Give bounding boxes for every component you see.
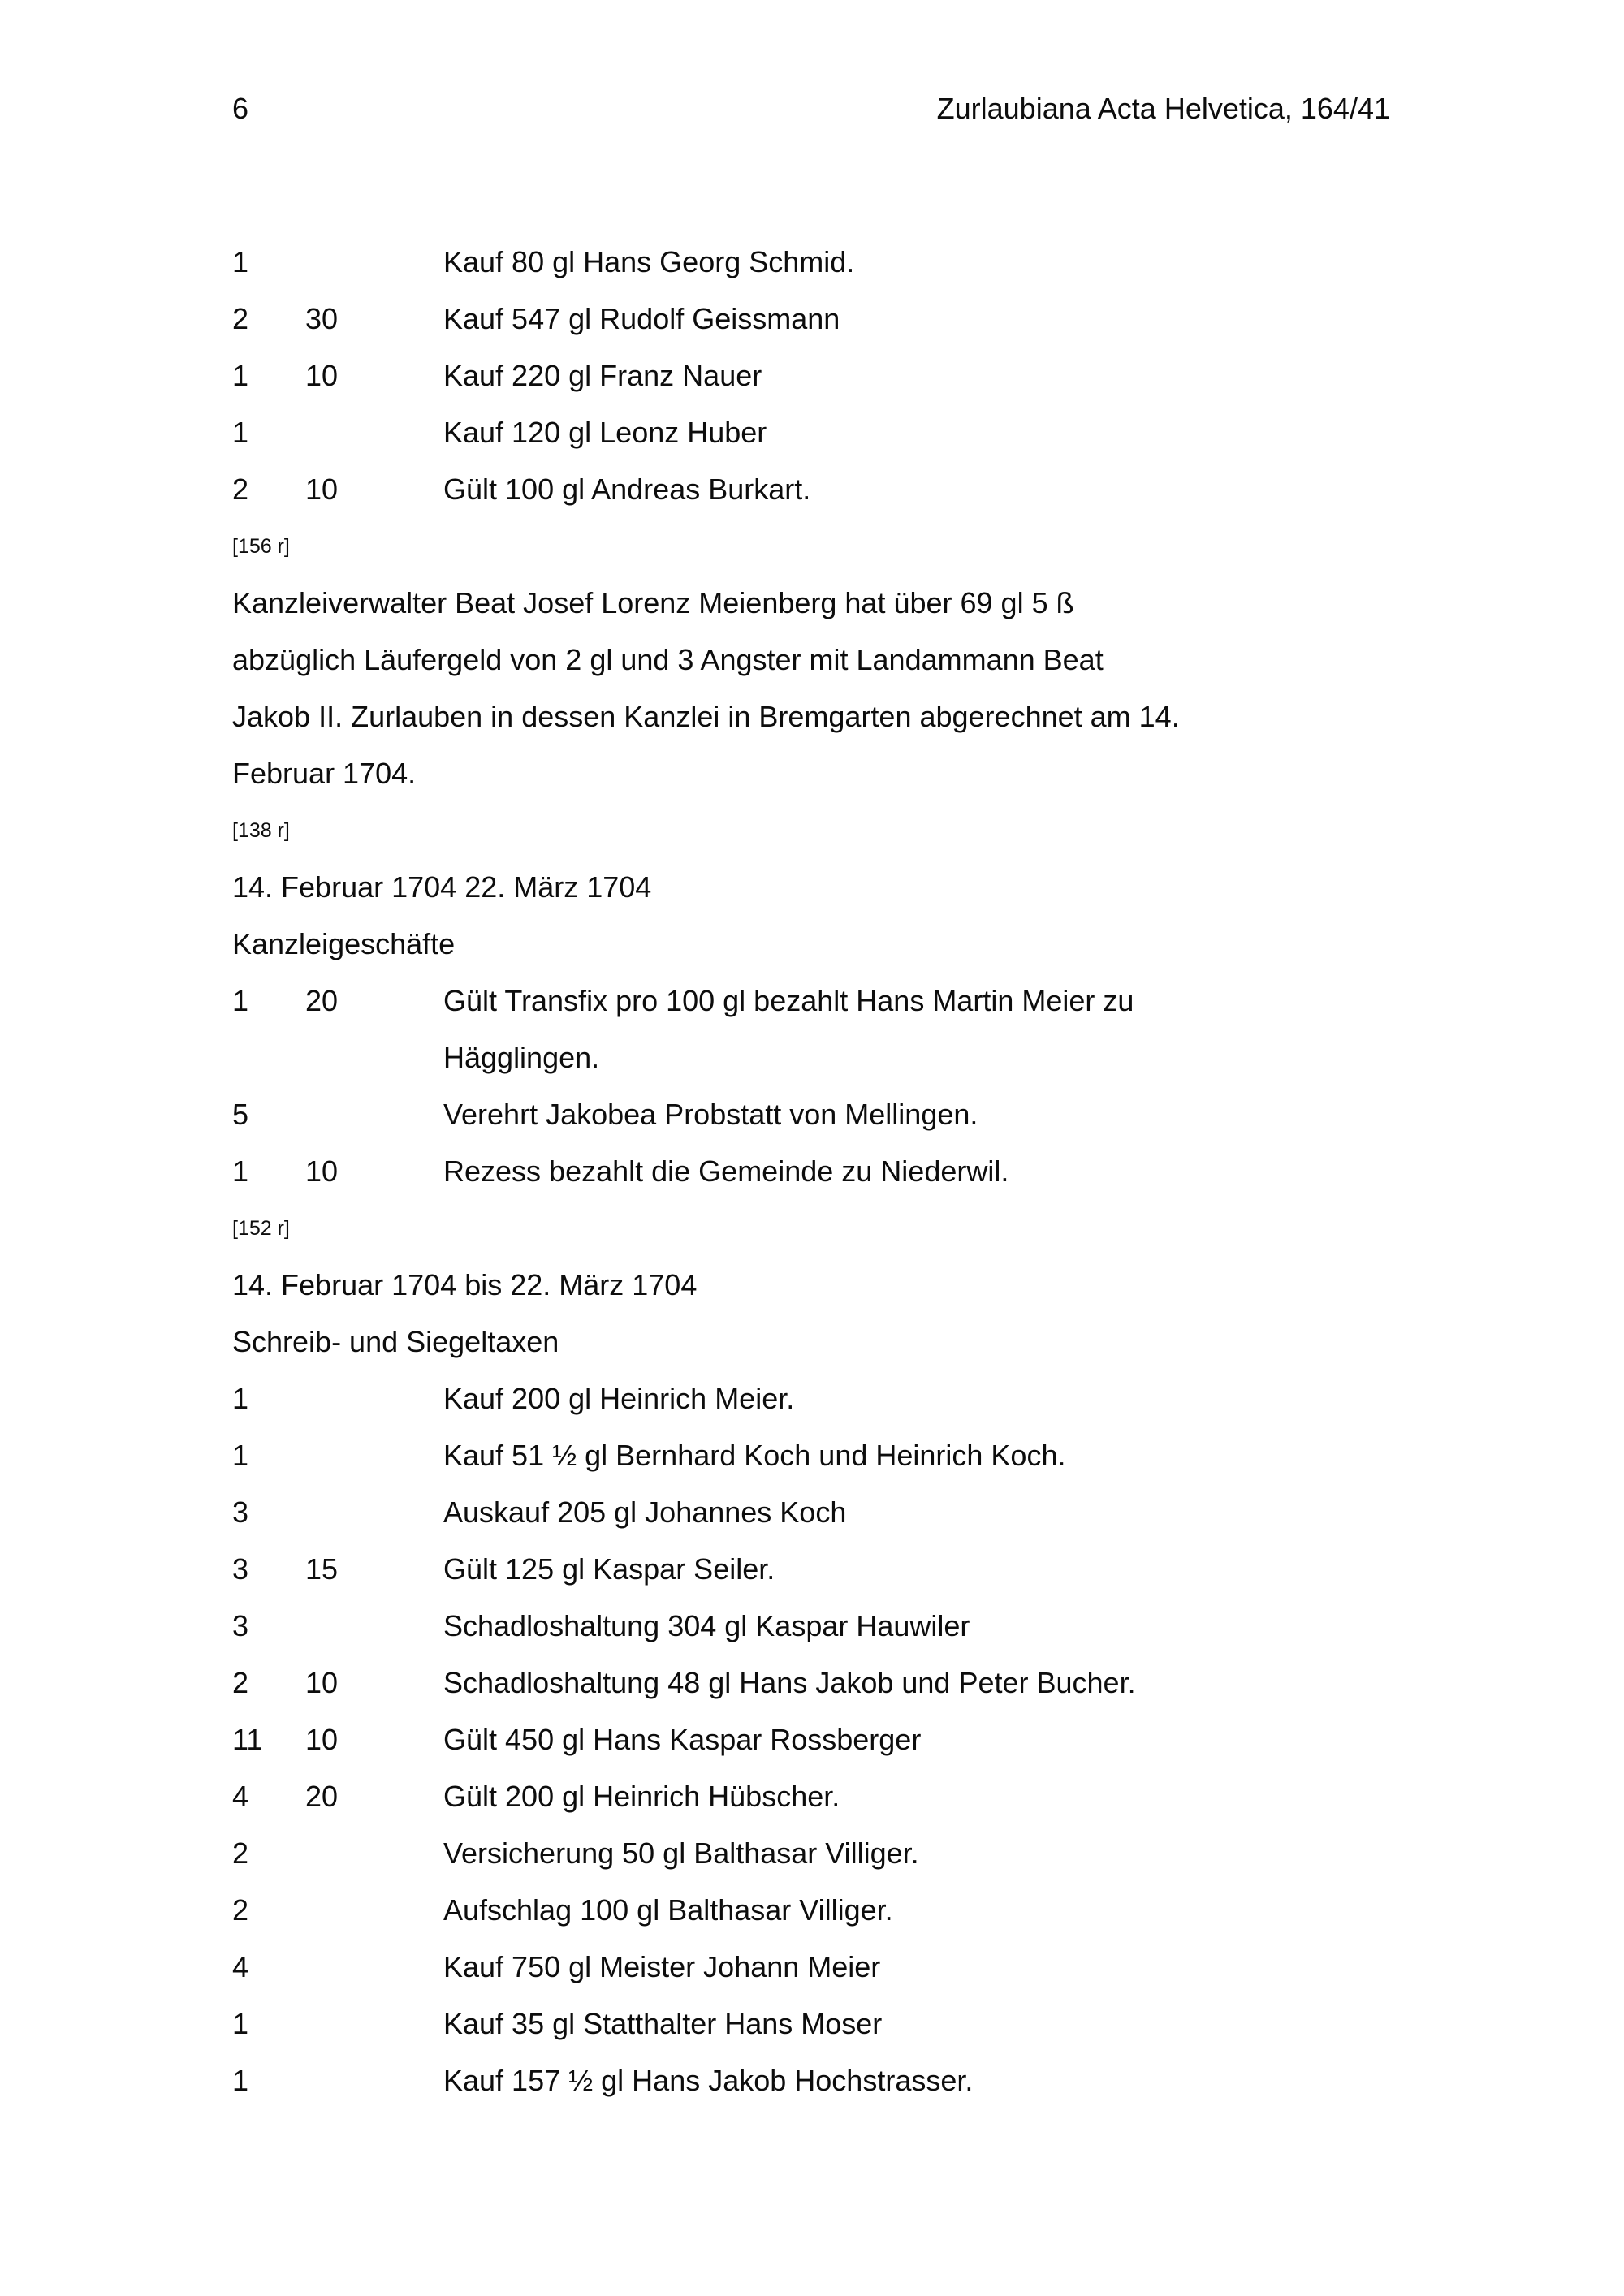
amount-primary: 1 [232,245,249,278]
ledger-entry-text: Kauf 51 ½ gl Bernhard Koch und Heinrich Koch. [443,1439,1066,1472]
amount-secondary [305,1882,443,1939]
amount-primary: 2 [232,1893,249,1927]
amount-secondary [305,1996,443,2052]
ledger-entry [443,1598,1304,1655]
page-number: 6 [232,92,249,125]
ledger-section-3 [232,1370,1390,2109]
ledger-entry-text: Auskauf 205 gl Johannes Koch [443,1495,847,1529]
amount-primary: 1 [232,984,249,1017]
ledger-entry [443,1882,1304,1939]
amount-secondary: 30 [305,302,339,335]
ledger-entry [443,461,1304,518]
amount-primary: 1 [232,1439,249,1472]
page-header [232,91,1390,127]
amount-secondary [305,2052,443,2109]
ledger-entry-text: Kauf 157 ½ gl Hans Jakob Hochstrasser. [443,2064,974,2097]
ledger-entry-text: Versicherung 50 gl Balthasar Villiger. [443,1836,919,1870]
amount-secondary [305,1825,443,1882]
ledger-entry-text: Kauf 35 gl Statthalter Hans Moser [443,2007,883,2040]
ledger-entry-text: Gült 200 gl Heinrich Hübscher. [443,1780,840,1813]
ledger-entry [443,1711,1304,1768]
amount-primary: 1 [232,2007,249,2040]
ledger-entry-text: Gült 100 gl Andreas Burkart. [443,473,811,506]
ledger-entry [443,1939,1304,1996]
ledger-entry [443,1370,1304,1427]
ledger-entry-text: Gült 125 gl Kaspar Seiler. [443,1552,775,1586]
ledger-row [232,461,1390,518]
ledger-entry [443,2052,1304,2109]
ledger-row [232,1882,1390,1939]
ledger-entry-text: Gült 450 gl Hans Kaspar Rossberger [443,1723,922,1756]
section-heading: Schreib- und Siegeltaxen [232,1325,559,1358]
ledger-section-2 [232,973,1390,1200]
paragraph-line: Jakob II. Zurlauben in dessen Kanzlei in Bremgarten abgerechnet am 14. [232,700,1180,733]
ledger-entry [443,1541,1304,1598]
amount-primary: 1 [232,416,249,449]
amount-primary: 4 [232,1780,249,1813]
amount-primary: 2 [232,473,249,506]
amount-secondary: 15 [305,1552,339,1586]
ledger-row [232,1541,1390,1598]
ledger-row [232,1996,1390,2052]
ledger-row [232,1711,1390,1768]
ledger-row [232,1484,1390,1541]
ledger-entry-text: Rezess bezahlt die Gemeinde zu Niederwil. [443,1154,1009,1188]
amount-secondary: 10 [305,1723,339,1756]
ledger-entry [443,1143,1304,1200]
amount-primary: 2 [232,1836,249,1870]
amount-secondary: 10 [305,359,339,392]
amount-secondary [305,1427,443,1484]
date-range-line: 14. Februar 1704 22. März 1704 [232,870,652,904]
ledger-entry [443,973,1304,1086]
amount-primary: 1 [232,2064,249,2097]
ledger-entry-text: Schadloshaltung 48 gl Hans Jakob und Peter Bucher. [443,1666,1136,1699]
date-range-line: 14. Februar 1704 bis 22. März 1704 [232,1268,698,1301]
ledger-entry [443,1825,1304,1882]
ledger-entry-text: Kauf 200 gl Heinrich Meier. [443,1382,795,1415]
amount-primary: 5 [232,1098,249,1131]
amount-primary: 1 [232,1154,249,1188]
ledger-row [232,1427,1390,1484]
amount-secondary [305,404,443,461]
ledger-entry-text: Kauf 120 gl Leonz Huber [443,416,767,449]
ledger-row [232,291,1390,347]
amount-primary: 3 [232,1609,249,1642]
ledger-entry-text: Gült Transfix pro 100 gl bezahlt Hans Martin Meier zu [443,984,1134,1017]
ledger-entry-text: Kauf 80 gl Hans Georg Schmid. [443,245,855,278]
ledger-entry [443,1655,1304,1711]
ledger-row [232,2052,1390,2109]
amount-secondary: 20 [305,1780,339,1813]
amount-primary: 3 [232,1552,249,1586]
amount-secondary: 10 [305,473,339,506]
ledger-row [232,404,1390,461]
ledger-row [232,234,1390,291]
ledger-row [232,1655,1390,1711]
page-content [232,234,1390,2109]
paragraph-line: Februar 1704. [232,757,417,790]
ledger-entry [443,1768,1304,1825]
ledger-row [232,1768,1390,1825]
ledger-entry-text: Kauf 547 gl Rudolf Geissmann [443,302,840,335]
note-paragraph [232,575,1390,802]
amount-secondary [305,1086,443,1143]
folio-marker: [152 r] [232,1217,290,1240]
ledger-row [232,347,1390,404]
ledger-entry-text-continued: Hägglingen. [443,1041,600,1074]
ledger-entry [443,1484,1304,1541]
folio-marker: [138 r] [232,819,290,842]
amount-secondary: 10 [305,1666,339,1699]
amount-secondary: 10 [305,1154,339,1188]
amount-secondary [305,1370,443,1427]
ledger-entry [443,347,1304,404]
ledger-row [232,973,1390,1086]
section-heading: Kanzleigeschäfte [232,927,456,960]
ledger-entry [443,1996,1304,2052]
ledger-entry [443,291,1304,347]
amount-primary: 1 [232,1382,249,1415]
ledger-entry [443,1086,1304,1143]
amount-secondary [305,1598,443,1655]
ledger-row [232,1370,1390,1427]
running-title: Zurlaubiana Acta Helvetica, 164/41 [936,92,1390,125]
ledger-entry-text: Aufschlag 100 gl Balthasar Villiger. [443,1893,893,1927]
ledger-entry [443,404,1304,461]
amount-secondary [305,1484,443,1541]
amount-secondary [305,234,443,291]
paragraph-line: abzüglich Läufergeld von 2 gl und 3 Angster mit Landammann Beat [232,643,1104,676]
amount-primary: 4 [232,1950,249,1983]
ledger-row [232,1939,1390,1996]
amount-primary: 2 [232,1666,249,1699]
ledger-entry [443,234,1304,291]
amount-primary: 3 [232,1495,249,1529]
ledger-entry [443,1427,1304,1484]
ledger-section-1 [232,234,1390,518]
ledger-row [232,1086,1390,1143]
amount-primary: 2 [232,302,249,335]
ledger-entry-text: Verehrt Jakobea Probstatt von Mellingen. [443,1098,978,1131]
amount-secondary: 20 [305,984,339,1017]
amount-primary: 11 [232,1723,263,1756]
ledger-row [232,1598,1390,1655]
paragraph-line: Kanzleiverwalter Beat Josef Lorenz Meienberg hat über 69 gl 5 ß [232,586,1074,619]
amount-primary: 1 [232,359,249,392]
ledger-entry-text: Kauf 750 gl Meister Johann Meier [443,1950,881,1983]
ledger-entry-text: Schadloshaltung 304 gl Kaspar Hauwiler [443,1609,970,1642]
amount-secondary [305,1939,443,1996]
folio-marker: [156 r] [232,535,290,558]
ledger-entry-text: Kauf 220 gl Franz Nauer [443,359,762,392]
ledger-row [232,1143,1390,1200]
ledger-row [232,1825,1390,1882]
